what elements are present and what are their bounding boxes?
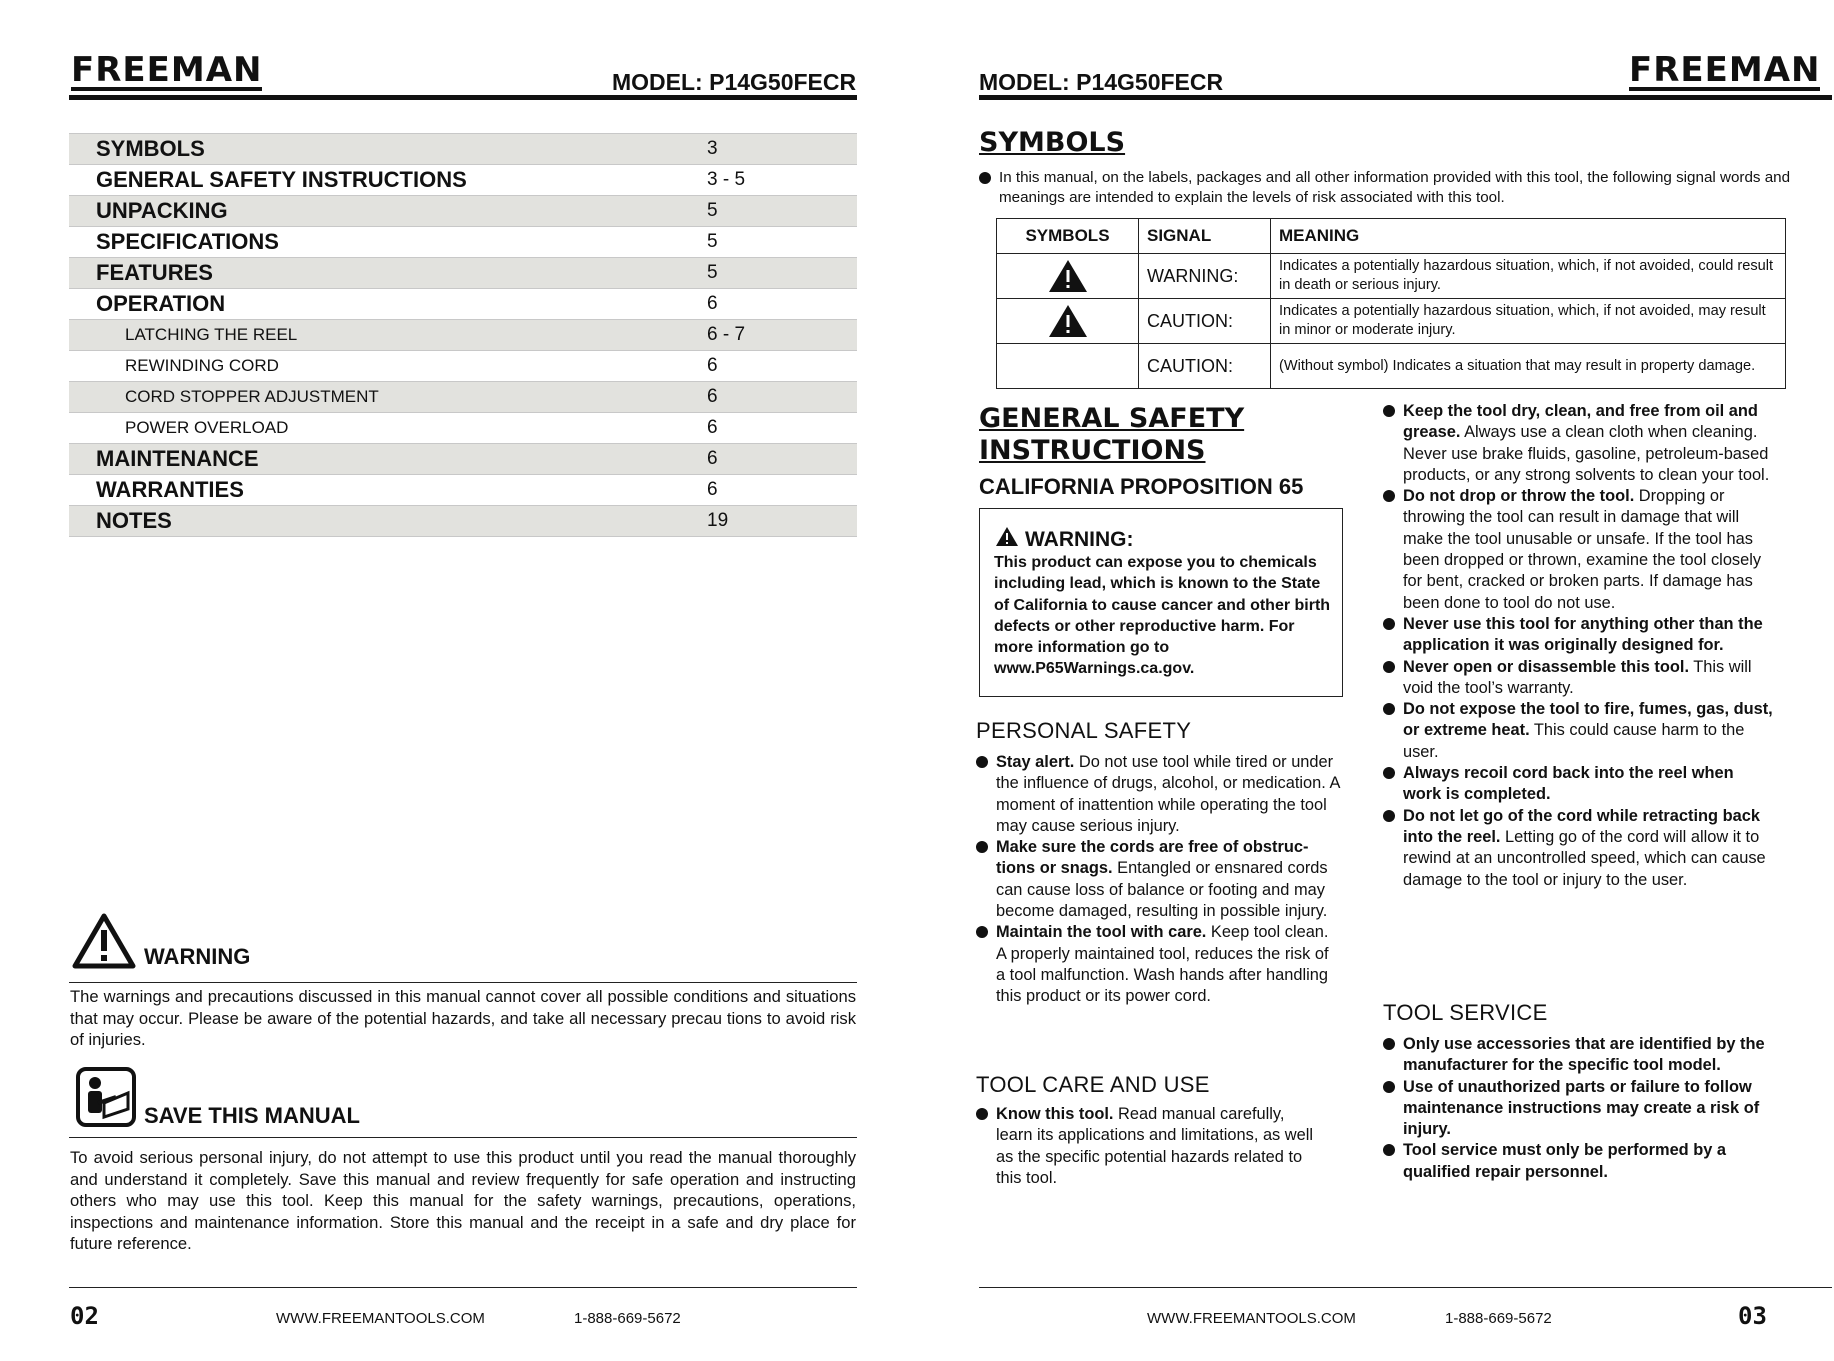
toc-entry-page: 5 [707, 258, 857, 289]
gsi-heading-line1: GENERAL SAFETY [979, 403, 1245, 434]
symbol-cell [997, 344, 1139, 389]
bullet-icon [1383, 1081, 1395, 1093]
bullet-icon [1383, 703, 1395, 715]
tool-service-list [1383, 1034, 1775, 1183]
item-text: Entangled or ensnared cords can cause loss of balance or footing and may become damaged, resulting in possible injury. [996, 859, 1328, 921]
item-bold-lead: Never open or disassemble this tool. [1403, 657, 1690, 676]
freeman-logo: FREEMAN [71, 50, 263, 90]
bullet-icon [1383, 661, 1395, 673]
toc-row [69, 196, 857, 227]
tool-service-heading: TOOL SERVICE [1383, 1000, 1548, 1025]
gsi-heading-line2: INSTRUCTIONS [979, 435, 1206, 466]
prop65-warning-label: WARNING: [1025, 528, 1134, 551]
toc-row [69, 134, 857, 165]
item-bold-lead: Use of unauthorized parts or failure to follow maintenance instructions may create a risk of injury. [1403, 1077, 1760, 1139]
bullet-icon [976, 926, 988, 938]
footer-website: WWW.FREEMANTOOLS.COM [1147, 1310, 1356, 1327]
toc-entry-title: REWINDING CORD [69, 351, 707, 382]
toc-entry-page: 3 [707, 134, 857, 165]
item-bold-lead: Tool service must only be performed by a qualified repair personnel. [1403, 1141, 1727, 1181]
prop65-warning-box [979, 508, 1343, 697]
item-text: Always use a clean cloth when cleaning. Never use brake fluids, gasoline, petroleum-based products, or any strong solvents to clean your tool. [1403, 423, 1770, 484]
signal-cell: CAUTION: [1139, 299, 1271, 344]
list-item [1383, 806, 1773, 891]
symbols-intro [979, 168, 1817, 208]
toc-row [69, 351, 857, 382]
footer-rule [69, 1287, 857, 1288]
item-bold-lead: Do not expose the tool to fire, fumes, gas, dust, or extreme heat. [1403, 700, 1773, 740]
prop65-text: This product can expose you to chemicals including lead, which is known to the State of California to cause cancer and other birth defects or other reproductive harm. For more information go to www.P65Warnings.ca.gov. [994, 554, 1331, 678]
toc-entry-page: 6 [707, 444, 857, 475]
list-item [1383, 699, 1773, 763]
list-item [1383, 401, 1773, 486]
toc-row [69, 506, 857, 537]
signal-col-header: SIGNAL [1139, 219, 1271, 254]
item-bold-lead: Never use this tool for anything other than the application it was originally designed for. [1403, 614, 1763, 655]
item-text: Do not use tool while tired or under the influence of drugs, alcohol, or medication. A moment of inattention while operating the tool may cause serious injury. [996, 753, 1340, 835]
bullet-icon [1383, 490, 1395, 502]
symbols-table [996, 218, 1786, 389]
footer-phone: 1-888-669-5672 [1445, 1310, 1552, 1327]
toc-entry-title: SPECIFICATIONS [69, 227, 707, 258]
item-bold-lead: Always recoil cord back into the reel when work is completed. [1403, 764, 1734, 804]
list-item [1383, 763, 1773, 806]
page-number: 03 [1738, 1302, 1767, 1330]
toc-row [69, 475, 857, 506]
item-text: Keep tool clean. A properly maintained tool, reduces the risk of a tool malfunction. Wash hands after handling this product or its power cord. [996, 923, 1329, 1006]
personal-safety-list [976, 752, 1341, 1008]
save-manual-title: SAVE THIS MANUAL [144, 1103, 360, 1128]
header-rule [979, 95, 1832, 100]
table-of-contents [69, 133, 857, 537]
toc-entry-title: POWER OVERLOAD [69, 413, 707, 444]
header-rule [69, 95, 857, 100]
list-item [976, 1104, 1316, 1189]
toc-entry-page: 19 [707, 506, 857, 537]
model-number: MODEL: P14G50FECR [612, 69, 857, 95]
item-text: Read manual carefully, learn its applications and limitations, as well as the specific potential hazards related to this tool. [996, 1105, 1314, 1187]
list-item [1383, 1034, 1775, 1077]
meaning-col-header: MEANING [1271, 219, 1786, 254]
signal-cell: WARNING: [1139, 254, 1271, 299]
toc-row [69, 258, 857, 289]
item-bold-lead: Maintain the tool with care. [996, 923, 1207, 942]
toc-entry-title: UNPACKING [69, 196, 707, 227]
meaning-cell: Indicates a potentially hazardous situation, which, if not avoided, may result in minor or moderate injury. [1271, 299, 1786, 344]
toc-entry-title: NOTES [69, 506, 707, 537]
list-item [1383, 486, 1773, 614]
toc-entry-title: CORD STOPPER ADJUSTMENT [69, 382, 707, 413]
warning-symbol-icon [1048, 259, 1088, 293]
symbol-cell [997, 299, 1139, 344]
bullet-icon [1383, 618, 1395, 630]
list-item [1383, 657, 1773, 700]
tool-care-heading: TOOL CARE AND USE [976, 1072, 1210, 1097]
symbol-cell [997, 254, 1139, 299]
bullet-icon [1383, 1038, 1395, 1050]
personal-safety-heading: PERSONAL SAFETY [976, 718, 1192, 743]
prop65-warning-title [995, 526, 1134, 552]
toc-entry-page: 6 [707, 475, 857, 506]
list-item [976, 922, 1341, 1007]
item-text: This will void the tool’s warranty. [1403, 657, 1752, 697]
caution-symbol-icon [1048, 304, 1088, 338]
freeman-logo: FREEMAN [1629, 50, 1821, 90]
warning-triangle-icon [995, 526, 1019, 547]
meaning-cell: (Without symbol) Indicates a situation that may result in property damage. [1271, 344, 1786, 389]
footer-website: WWW.FREEMANTOOLS.COM [276, 1310, 485, 1327]
toc-entry-page: 3 - 5 [707, 165, 857, 196]
list-item [976, 752, 1341, 837]
toc-entry-title: SYMBOLS [69, 134, 707, 165]
item-text: Dropping or throwing the tool can result in damage that will make the tool unusable or unsafe. If the tool has been dropped or thrown, examine the tool closely for bent, cracked or broken parts. If damage has been done to tool do not use. [1403, 487, 1762, 612]
toc-entry-title: OPERATION [69, 289, 707, 320]
page-number: 02 [70, 1302, 99, 1330]
toc-row [69, 382, 857, 413]
warning-rule [69, 982, 857, 983]
toc-entry-page: 6 [707, 382, 857, 413]
item-bold-lead: Keep the tool dry, clean, and free from oil and grease. [1403, 402, 1758, 442]
bullet-icon [1383, 405, 1395, 417]
bullet-icon [1383, 767, 1395, 779]
bullet-icon [1383, 810, 1395, 822]
item-bold-lead: Make sure the cords are free of obstruc-tions or snags. [996, 838, 1309, 878]
bullet-icon [1383, 1144, 1395, 1156]
item-bold-lead: Know this tool. [996, 1105, 1114, 1123]
list-item [1383, 614, 1773, 657]
toc-row [69, 413, 857, 444]
toc-entry-page: 5 [707, 196, 857, 227]
toc-row [69, 444, 857, 475]
bullet-icon [976, 756, 988, 768]
toc-entry-title: GENERAL SAFETY INSTRUCTIONS [69, 165, 707, 196]
toc-entry-page: 6 [707, 351, 857, 382]
tool-care-list [976, 1104, 1316, 1189]
symbols-heading: SYMBOLS [979, 127, 1126, 158]
toc-entry-page: 5 [707, 227, 857, 258]
toc-entry-title: FEATURES [69, 258, 707, 289]
toc-row [69, 227, 857, 258]
toc-entry-title: MAINTENANCE [69, 444, 707, 475]
read-manual-icon [76, 1067, 136, 1127]
item-bold-lead: Do not let go of the cord while retracting back into the reel. [1403, 806, 1760, 846]
toc-row [69, 289, 857, 320]
list-item [1383, 1077, 1775, 1141]
model-number: MODEL: P14G50FECR [979, 69, 1224, 95]
toc-entry-title: LATCHING THE REEL [69, 320, 707, 351]
item-bold-lead: Stay alert. [996, 753, 1075, 771]
symbols-col-header: SYMBOLS [997, 219, 1139, 254]
right-page [917, 0, 1834, 1361]
item-bold-lead: Only use accessories that are identified by the manufacturer for the specific tool model. [1403, 1035, 1765, 1075]
list-item [1383, 1140, 1775, 1183]
footer-rule [979, 1287, 1832, 1288]
toc-entry-page: 6 - 7 [707, 320, 857, 351]
bullet-icon [976, 1108, 988, 1120]
warning-text: The warnings and precautions discussed in this manual cannot cover all possible conditions and situations that may occur. Please be aware of the potential hazards, and take all necessary precau tions to avoid risk of injuries. [70, 987, 856, 1049]
meaning-cell: Indicates a potentially hazardous situation, which, if not avoided, could result in death or serious injury. [1271, 254, 1786, 299]
tool-care-list-continued [1383, 401, 1773, 891]
toc-row [69, 165, 857, 196]
signal-cell: CAUTION: [1139, 344, 1271, 389]
warning-title: WARNING [144, 944, 251, 969]
list-item [976, 837, 1341, 922]
save-manual-text: To avoid serious personal injury, do not attempt to use this product until you read the manual thoroughly and understand it completely. Save this manual and review frequently for safe operation and instructing others who may use this tool. Keep this manual for the safety warnings, precautions, operations, inspections and maintenance information. Store this manual and the receipt in a safe and dry place for future reference. [70, 1148, 856, 1253]
warning-triangle-icon [72, 912, 136, 970]
item-text: Letting go of the cord will allow it to rewind at an uncontrolled speed, which can cause damage to the tool or injury to the user. [1403, 827, 1766, 889]
bullet-icon [976, 841, 988, 853]
prop65-heading: CALIFORNIA PROPOSITION 65 [979, 474, 1304, 499]
item-bold-lead: Do not drop or throw the tool. [1403, 487, 1635, 506]
toc-entry-page: 6 [707, 289, 857, 320]
symbols-intro-text: In this manual, on the labels, packages and all other information provided with this tool, the following signal words and meanings are intended to explain the levels of risk associated with this tool. [979, 168, 1817, 208]
save-manual-rule [69, 1137, 857, 1138]
toc-row [69, 320, 857, 351]
toc-entry-title: WARRANTIES [69, 475, 707, 506]
footer-phone: 1-888-669-5672 [574, 1310, 681, 1327]
item-text: This could cause harm to the user. [1403, 721, 1745, 761]
toc-entry-page: 6 [707, 413, 857, 444]
